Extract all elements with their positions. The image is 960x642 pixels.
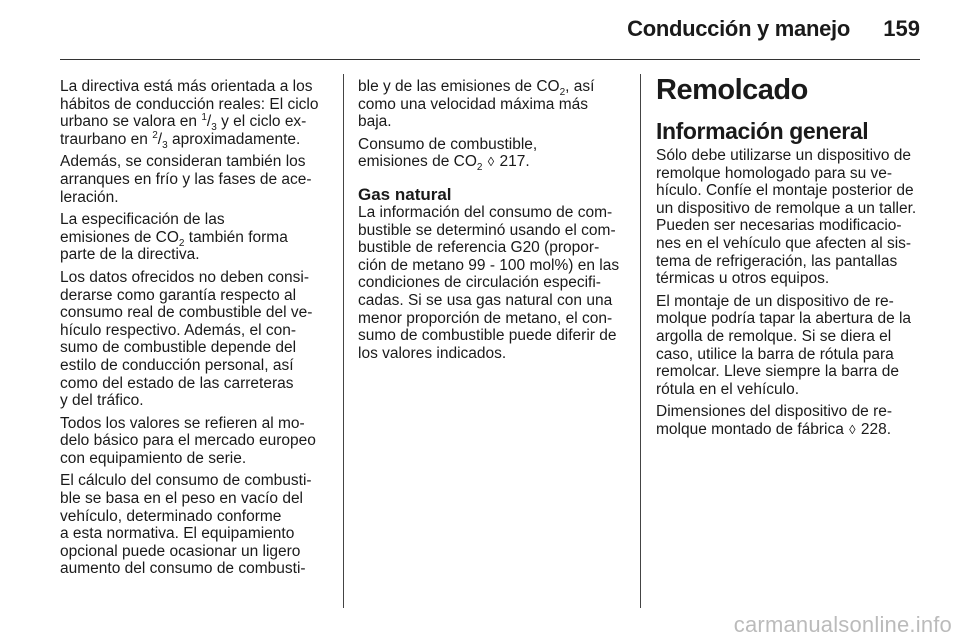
text-line: parte de la directiva. [60,246,200,264]
text-line: un dispositivo de remolque a un taller. [656,199,917,217]
text-line: rótula en el vehículo. [656,380,800,398]
subscript: 2 [476,162,483,174]
header-rule [60,59,920,60]
column-divider-2 [640,74,641,608]
running-header-title: Conducción y manejo [627,16,850,41]
text-column-2 [358,78,626,367]
text-line: El montaje de un dispositivo de re- [656,292,894,310]
text-line: emisiones de $CO_2$ ◊ 217. [358,153,530,174]
paragraph-gas-natural [358,204,626,362]
text-column-3 [656,74,924,444]
text-line: con equipamiento de serie. [60,449,247,467]
fraction-numerator: 1 [201,112,207,124]
watermark: carmanualsonline.info [733,612,952,637]
text-line: condiciones de circulación especifi- [358,274,601,292]
text-line: molque podría tapar la abertura de la [656,310,912,328]
text-line: y del tráfico. [60,392,144,410]
text-line: arranques en frío y las fases de ace- [60,170,312,188]
text-line: Consumo de combustible, [358,135,538,153]
fraction-numerator: 2 [152,129,158,141]
paragraph-montaje [656,293,924,399]
page-reference-icon[interactable]: ◊ [487,154,495,170]
text-line: menor proporción de metano, el con- [358,309,613,327]
text-line: ble y de las emisiones de $CO_2$, así [358,78,595,99]
text-line: remolcar. Lleve siempre la barra de [656,363,899,381]
page-reference-link[interactable]: 228. [860,420,892,438]
text-line: cadas. Si se usa gas natural con una [358,291,613,309]
text-line: Pueden ser necesarias modificacio- [656,217,902,235]
text-line: delo básico para el mercado europeo [60,432,316,450]
text-line: caso, utilice la barra de rótula para [656,345,894,363]
text-line: Los datos ofrecidos no deben consi- [60,268,310,286]
text-line: a esta normativa. El equipamiento [60,525,295,543]
fraction-denominator: 3 [162,139,168,151]
text-line: emisiones de $CO_2$ también forma [60,228,288,249]
paragraph-calculo [60,472,328,578]
text-line: vehículo, determinado conforme [60,507,282,525]
subscript: 2 [178,237,185,249]
text-line: traurbano en $^2/_3$ aproximadamente. [60,129,301,151]
text-line: ción de metano 99 - 100 mol%) en las [358,256,620,274]
text-line: La especificación de las [60,211,225,229]
paragraph-valores [60,415,328,468]
text-line: como del estado de las carreteras [60,374,294,392]
paragraph-especificacion [60,211,328,264]
text-line: ble se basa en el peso en vacío del [60,490,304,508]
text-line: molque montado de fábrica ◊ 228. [656,420,892,438]
text-line: baja. [358,113,392,131]
page-number: 159 [883,16,920,41]
fraction-denominator: 3 [211,122,217,134]
text-line: El cálculo del consumo de combusti- [60,472,312,490]
text-line: bustible se determinó usando el com- [358,221,616,239]
paragraph-dispositivo [656,147,924,288]
page-reference-icon[interactable]: ◊ [849,421,856,437]
text-line: leración. [60,188,119,206]
column-divider-1 [343,74,344,608]
text-line: consumo real de combustible del ve- [60,304,313,322]
text-line: hículo respectivo. Además, el con- [60,321,297,339]
text-line: hábitos de conducción reales: El ciclo [60,95,319,113]
text-line: Sólo debe utilizarse un dispositivo de [656,147,912,164]
text-line: urbano se valora en $^1/_3$ y el ciclo ex- [60,112,307,134]
paragraph-continuacion [358,78,626,131]
subscript: 2 [559,87,566,99]
paragraph-dimensiones [656,403,924,438]
subsection-title-informacion: Información general [656,118,869,144]
paragraph-arranques [60,153,328,206]
text-line: como una velocidad máxima más [358,95,589,113]
paragraph-datos [60,269,328,410]
text-line: derarse como garantía respecto al [60,286,297,304]
text-column-1 [60,78,328,583]
text-line: argolla de remolque. Si se diera el [656,327,892,345]
text-line: opcional puede ocasionar un ligero [60,542,301,560]
paragraph-directiva [60,78,328,151]
text-line: estilo de conducción personal, así [60,356,294,374]
text-line: sumo de combustible depende del [60,339,297,357]
text-line: nes en el vehículo que afecten al sis- [656,234,912,252]
heading-gas-natural: Gas natural [358,184,452,204]
text-line: Dimensiones del dispositivo de re- [656,403,893,421]
text-line: tema de refrigeración, las pantallas [656,252,898,270]
text-line: La información del consumo de com- [358,203,613,221]
page-reference-link[interactable]: 217. [499,153,530,171]
text-line: bustible de referencia G20 (propor- [358,239,600,257]
text-line: hículo. Confíe el montaje posterior de [656,182,914,200]
text-line: Además, se consideran también los [60,153,306,171]
paragraph-consumo-ref [358,135,626,174]
text-line: remolque homologado para su ve- [656,164,893,182]
text-line: aumento del consumo de combusti- [60,560,306,578]
text-line: térmicas u otros equipos. [656,270,830,288]
text-line: sumo de combustible puede diferir de [358,327,617,345]
section-title-remolcado: Remolcado [656,74,808,106]
text-line: los valores indicados. [358,344,507,362]
text-line: Todos los valores se refieren al mo- [60,414,305,432]
text-line: La directiva está más orientada a los [60,78,313,95]
